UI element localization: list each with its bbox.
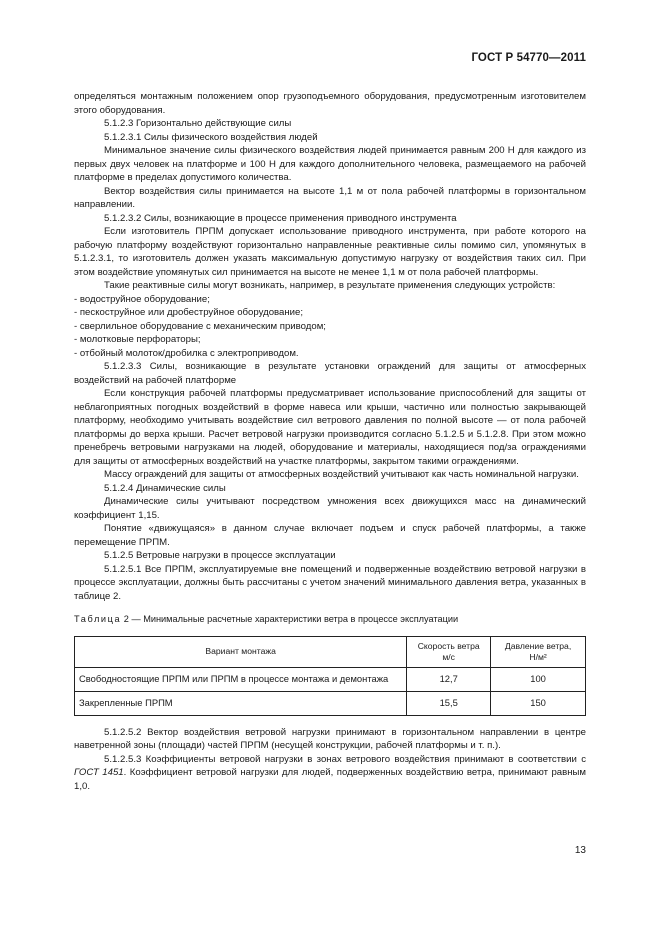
section-heading-5-1-2-3-1: 5.1.2.3.1 Силы физического воздействия людей	[104, 131, 318, 143]
paragraph: определяться монтажным положением опор грузоподъемного оборудования, предусмотренным изготовителем этого оборудования.	[74, 91, 586, 116]
paragraph-text: 5.1.2.5.3 Коэффициенты ветровой нагрузки в зонах ветрового воздействия принимают в соответствии с	[104, 753, 586, 765]
cell-variant: Свободностоящие ПРПМ или ПРПМ в процессе монтажа и демонтажа	[75, 667, 407, 691]
standard-reference: ГОСТ 1451	[74, 767, 124, 778]
paragraph: Если конструкция рабочей платформы предусматривает использование приспособлений для защиты от неблагоприятных погодных воздействий в форме навеса или крыши, частично или полностью закрывающей платформу, необходимо учитывать воздействие сил ветрового давления по полной высоте — от пола рабочей платформы до верха крыши. Расчет ветровой нагрузки производится согласно 5.1.2.5 и 5.1.2.8. При этом можно пренебречь ветровыми нагрузками на людей, оборудование и материалы, находящиеся под/за ограждениями для защиты от атмосферных воздействий на участке платформы, закрытом такими ограждениями.	[74, 388, 586, 467]
paragraph: Минимальное значение силы физического воздействия людей принимается равным 200 Н для каждого из первых двух человек на платформе и 100 Н для каждого дополнительного человека, размещаемого на рабочей платформе в пределах допустимого количества.	[74, 145, 586, 183]
wind-table	[74, 636, 586, 716]
document-id-header: ГОСТ Р 54770—2011	[471, 52, 586, 64]
paragraph: Динамические силы учитывают посредством умножения всех движущихся масс на динамический коэффициент 1,15.	[74, 496, 586, 521]
table-caption-word: Таблица	[74, 614, 122, 624]
list-item: - сверлильное оборудование с механическим приводом;	[74, 320, 326, 332]
cell-variant: Закрепленные ПРПМ	[75, 691, 407, 715]
table-caption-text: 2 — Минимальные расчетные характеристики ветра в процессе эксплуатации	[121, 614, 459, 624]
header-pressure-unit: Н/м²	[529, 651, 547, 662]
list-item: - пескоструйное или дробеструйное оборудование;	[74, 307, 304, 318]
paragraph-text: . Коэффициент ветровой нагрузки для людей, подверженных воздействию ветра, принимают равным 1,0.	[74, 767, 586, 792]
paragraph: Понятие «движущаяся» в данном случае включает подъем и спуск рабочей платформы, а также перемещение ПРПМ.	[74, 523, 586, 548]
body-text	[74, 90, 586, 793]
section-heading-5-1-2-4: 5.1.2.4 Динамические силы	[104, 482, 226, 494]
paragraph: 5.1.2.5.1 Все ПРПМ, эксплуатируемые вне помещений и подверженные воздействию ветровой нагрузки в процессе эксплуатации, должны быть рассчитаны с учетом значений минимального давления ветра, указанных в таблице 2.	[74, 563, 586, 602]
paragraph: Массу ограждений для защиты от атмосферных воздействий учитывают как часть номинальной нагрузки.	[104, 469, 579, 480]
document-page	[74, 0, 586, 936]
header-pressure	[491, 636, 586, 667]
table-row	[75, 691, 586, 715]
table-row	[75, 667, 586, 691]
table-header-row	[75, 636, 586, 667]
header-speed	[407, 636, 491, 667]
cell-speed: 15,5	[407, 691, 491, 715]
list-item: - молотковые перфораторы;	[74, 334, 201, 345]
table-caption	[74, 613, 586, 627]
section-heading-5-1-2-3-3: 5.1.2.3.3 Силы, возникающие в результате установки ограждений для защиты от атмосферных воздействий на рабочей платформе	[74, 361, 586, 386]
section-heading-5-1-2-3-2: 5.1.2.3.2 Силы, возникающие в процессе применения приводного инструмента	[104, 212, 457, 224]
cell-pressure: 150	[491, 691, 586, 715]
header-variant: Вариант монтажа	[75, 636, 407, 667]
paragraph: Если изготовитель ПРПМ допускает использование приводного инструмента, при работе которого на рабочую платформу воздействуют горизонтально направленные реактивные силы помимо сил, упомянутых в 5.1.2.3.1, то изготовитель должен указать максимальную допустимую нагрузку от воздействия таких сил. При этом воздействие упомянутых сил принимается на высоте не менее 1,1 м от пола рабочей платформы.	[74, 226, 586, 278]
paragraph	[74, 753, 586, 794]
paragraph: Такие реактивные силы могут возникать, например, в результате применения следующих устройств:	[104, 280, 556, 291]
cell-speed: 12,7	[407, 667, 491, 691]
header-speed-unit: м/с	[442, 651, 455, 662]
page-number: 13	[574, 845, 586, 856]
section-heading-5-1-2-5: 5.1.2.5 Ветровые нагрузки в процессе эксплуатации	[104, 550, 336, 561]
header-pressure-label: Давление ветра,	[504, 640, 572, 651]
header-speed-label: Скорость ветра	[417, 640, 480, 651]
list-item: - водоструйное оборудование;	[74, 293, 210, 305]
paragraph: Вектор воздействия силы принимается на высоте 1,1 м от пола рабочей платформы в горизонтальном направлении.	[74, 185, 586, 210]
cell-pressure: 100	[491, 667, 586, 691]
list-item: - отбойный молоток/дробилка с электроприводом.	[74, 347, 299, 359]
paragraph: 5.1.2.5.2 Вектор воздействия ветровой нагрузки принимают в горизонтальном направлении в центре наветренной зоны (площади) частей ПРПМ (несущей конструкции, рабочей платформы и т. п.).	[74, 726, 586, 751]
section-heading-5-1-2-3: 5.1.2.3 Горизонтально действующие силы	[104, 118, 292, 129]
